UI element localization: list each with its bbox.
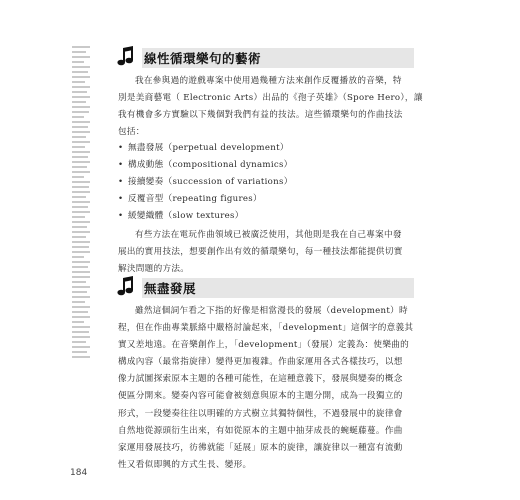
list-item-text: 構成動態（compositional dynamics） — [128, 160, 293, 171]
margin-bar — [72, 251, 90, 253]
margin-bar — [72, 256, 84, 258]
margin-bar — [72, 171, 90, 173]
text-line: 雖然這個詞乍看之下指的好像是相當漫長的發展（development）時 — [135, 306, 408, 316]
margin-bar — [72, 141, 90, 143]
margin-bar — [72, 221, 90, 223]
margin-bar — [72, 321, 84, 323]
page-number: 184 — [70, 468, 88, 478]
text-line: 我在參與過的遊戲專案中使用過幾種方法來創作反覆播放的音樂，特 — [135, 76, 402, 86]
list-item — [118, 208, 378, 225]
heading-band — [142, 48, 414, 68]
margin-bar — [72, 196, 86, 198]
margin-bar — [72, 96, 90, 98]
margin-bar — [72, 136, 86, 138]
margin-bar — [72, 286, 90, 288]
margin-bar — [72, 291, 87, 293]
margin-bar — [72, 46, 90, 48]
margin-bar — [72, 146, 85, 148]
margin-bar — [72, 126, 88, 128]
margin-bar — [72, 356, 90, 358]
margin-bar — [72, 86, 90, 88]
margin-bar — [72, 61, 84, 63]
margin-bar — [72, 301, 85, 303]
margin-bar — [72, 246, 89, 248]
margin-bar — [72, 176, 84, 178]
margin-bar — [72, 161, 90, 163]
list-item-text: 接續變奏（succession of variations） — [128, 177, 293, 188]
heading-band — [142, 278, 414, 298]
intro-paragraph — [118, 73, 423, 141]
margin-bar — [72, 121, 90, 123]
margin-bar — [72, 201, 90, 203]
text-line: 展出的實用技法，想要創作出有效的循環樂句，每一種技法都能提供切實 — [118, 247, 403, 258]
margin-bar — [72, 191, 90, 193]
margin-bar — [72, 156, 88, 158]
margin-bar — [72, 51, 86, 53]
music-note-icon — [116, 276, 138, 298]
text-line: 解決問題的方法。 — [118, 264, 190, 275]
margin-bar — [72, 281, 86, 283]
margin-bar — [72, 331, 89, 333]
margin-bar — [72, 81, 85, 83]
section-title: 線性循環樂句的藝術 — [144, 51, 262, 66]
margin-bar — [72, 101, 86, 103]
bullet-icon: • — [118, 143, 124, 153]
margin-bar — [72, 56, 90, 58]
margin-bar — [72, 91, 87, 93]
margin-bar — [72, 111, 89, 113]
margin-bar — [72, 151, 90, 153]
text-line: 實又差地遠。在音樂創作上，「development」（發展）定義為：使樂曲的 — [118, 340, 410, 351]
margin-bar — [72, 326, 90, 328]
text-line: 構成內容（最常指旋律）變得更加複雜。作曲家運用各式各樣技巧，以想 — [118, 357, 403, 368]
text-line: 性又看似即興的方式生長、變形。 — [118, 459, 252, 470]
text-line: 便區分開來。變奏內容可能會被刻意與原本的主題分開，成為一段獨立的 — [118, 391, 403, 402]
margin-bar — [72, 341, 86, 343]
bullet-icon: • — [118, 211, 124, 222]
body-paragraph — [118, 303, 414, 474]
list-item-text: 無盡發展（perpetual development） — [128, 143, 289, 153]
margin-bar — [72, 261, 90, 263]
text-line: 形式，一段變奏往往以明確的方式樹立其獨特個性，不過發展中的旋律會 — [118, 408, 403, 419]
text-line: 自然地從源頭衍生出來，有如從原本的主題中抽芽成長的蜿蜒藤蔓。作曲 — [118, 425, 403, 436]
list-item — [118, 157, 378, 174]
text-line: 程，但在作曲專業脈絡中嚴格討論起來，「development」這個字的意義其 — [118, 323, 414, 334]
margin-bar — [72, 106, 90, 108]
text-line: 包括： — [118, 127, 145, 138]
music-note-icon — [116, 46, 138, 68]
margin-bar — [72, 306, 90, 308]
outro-paragraph — [118, 227, 403, 278]
margin-bar — [72, 166, 87, 168]
text-line: 像力試圖探索原本主題的各種可能性，在這種意義下，發展與變奏的概念 — [118, 374, 403, 385]
margin-bar — [72, 181, 90, 183]
list-item — [118, 191, 378, 208]
margin-bar — [72, 71, 88, 73]
margin-bar — [72, 296, 90, 298]
margin-index-decoration — [72, 46, 90, 362]
margin-bar — [72, 266, 88, 268]
margin-bar — [72, 276, 90, 278]
margin-bar — [72, 216, 85, 218]
list-item-text: 反覆音型（repeating figures） — [128, 194, 262, 205]
margin-bar — [72, 311, 88, 313]
section-title: 無盡發展 — [144, 281, 197, 296]
margin-bar — [72, 241, 90, 243]
margin-bar — [72, 226, 87, 228]
text-line: 有些方法在電玩作曲領域已被廣泛使用，其他則是我在自己專案中發 — [135, 230, 402, 240]
margin-bar — [72, 116, 84, 118]
margin-bar — [72, 76, 90, 78]
margin-bar — [72, 231, 90, 233]
list-item-text: 緩變織體（slow textures） — [128, 211, 244, 222]
margin-bar — [72, 336, 90, 338]
text-line: 別是美商藝電（ Electronic Arts）出品的《孢子英雄》（Spore Hero），讓 — [118, 93, 423, 104]
bullet-icon: • — [118, 160, 124, 171]
margin-bar — [72, 66, 90, 68]
bullet-icon: • — [118, 177, 124, 188]
list-item — [118, 140, 378, 157]
margin-bar — [72, 351, 87, 353]
margin-bar — [72, 206, 88, 208]
margin-bar — [72, 131, 90, 133]
text-line: 家運用發展技巧，彷彿就能「延展」原本的旋律，讓旋律以一種富有流動 — [118, 442, 403, 453]
margin-bar — [72, 186, 89, 188]
margin-bar — [72, 236, 86, 238]
technique-list — [118, 140, 378, 225]
list-item — [118, 174, 378, 191]
section-heading-1 — [116, 46, 416, 68]
text-line: 我有機會多方實驗以下幾個對我們有益的技法。這些循環樂句的作曲技法 — [118, 110, 403, 121]
margin-bar — [72, 346, 90, 348]
margin-bar — [72, 316, 90, 318]
margin-bar — [72, 271, 90, 273]
section-heading-2 — [116, 276, 416, 298]
margin-bar — [72, 211, 90, 213]
bullet-icon: • — [118, 194, 124, 205]
